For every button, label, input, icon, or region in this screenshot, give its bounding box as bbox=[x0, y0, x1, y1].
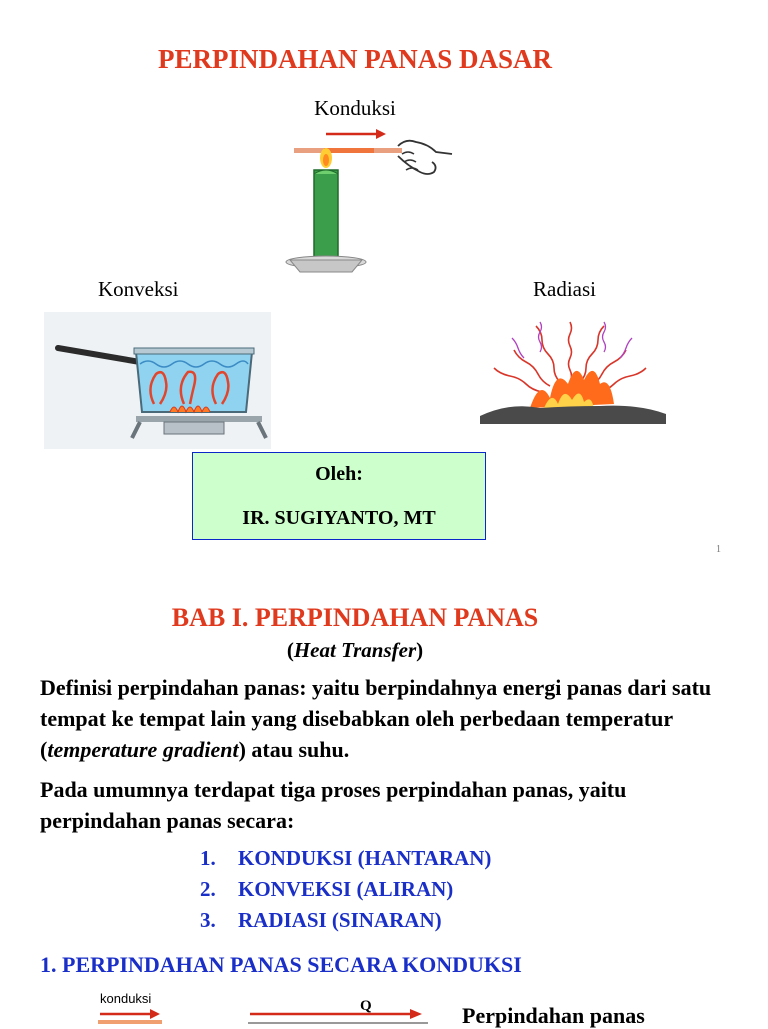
bottom-text: Perpindahan panas bbox=[462, 1003, 645, 1028]
definition-text-2: ) atau suhu. bbox=[238, 737, 350, 762]
list-item bbox=[200, 843, 491, 874]
author-label: Oleh: bbox=[315, 463, 363, 485]
candle-conduction-illustration bbox=[276, 124, 462, 282]
figure-label-konduksi: konduksi bbox=[100, 991, 152, 1006]
konduksi-label: Konduksi bbox=[314, 96, 396, 120]
definition-italic: temperature gradient bbox=[47, 737, 239, 762]
pot-convection-illustration bbox=[44, 312, 271, 449]
arrow-icon bbox=[98, 1008, 162, 1024]
chapter-title: BAB I. PERPINDAHAN PANAS bbox=[171, 603, 539, 632]
list-item-number: 3. bbox=[200, 908, 216, 932]
author-box bbox=[192, 452, 486, 540]
slide-title: PERPINDAHAN PANAS DASAR bbox=[157, 44, 552, 74]
process-list bbox=[200, 843, 491, 936]
list-item-text: RADIASI (SINARAN) bbox=[238, 908, 442, 932]
list-item-number: 1. bbox=[200, 846, 216, 870]
section-heading: 1. PERPINDAHAN PANAS SECARA KONDUKSI bbox=[40, 952, 522, 977]
intro-paragraph: Pada umumnya terdapat tiga proses perpindahan panas, yaitu perpindahan panas secara: bbox=[40, 777, 627, 833]
subtitle bbox=[0, 638, 710, 663]
subtitle-italic: Heat Transfer bbox=[293, 638, 417, 662]
definition-text-1: Definisi perpindahan panas: yaitu berpindahnya energi panas dari satu tempat ke tempat lain yang disebabkan oleh perbedaan temperatur ( bbox=[40, 675, 712, 762]
subtitle-close: ) bbox=[416, 638, 424, 662]
subtitle-open: ( bbox=[286, 638, 294, 662]
list-item-text: KONVEKSI (ALIRAN) bbox=[238, 877, 454, 901]
radiasi-label: Radiasi bbox=[533, 277, 596, 301]
list-item bbox=[200, 905, 491, 936]
definition-paragraph bbox=[40, 672, 752, 765]
list-item-text: KONDUKSI (HANTARAN) bbox=[238, 846, 492, 870]
konveksi-label: Konveksi bbox=[98, 277, 179, 301]
list-item-number: 2. bbox=[200, 877, 216, 901]
slide-number: 1 bbox=[716, 544, 721, 555]
list-item bbox=[200, 874, 491, 905]
author-name: IR. SUGIYANTO, MT bbox=[242, 507, 436, 529]
arrow-icon bbox=[248, 1008, 428, 1024]
figure-label-q: Q bbox=[360, 998, 372, 1014]
fire-radiation-illustration bbox=[480, 312, 666, 424]
